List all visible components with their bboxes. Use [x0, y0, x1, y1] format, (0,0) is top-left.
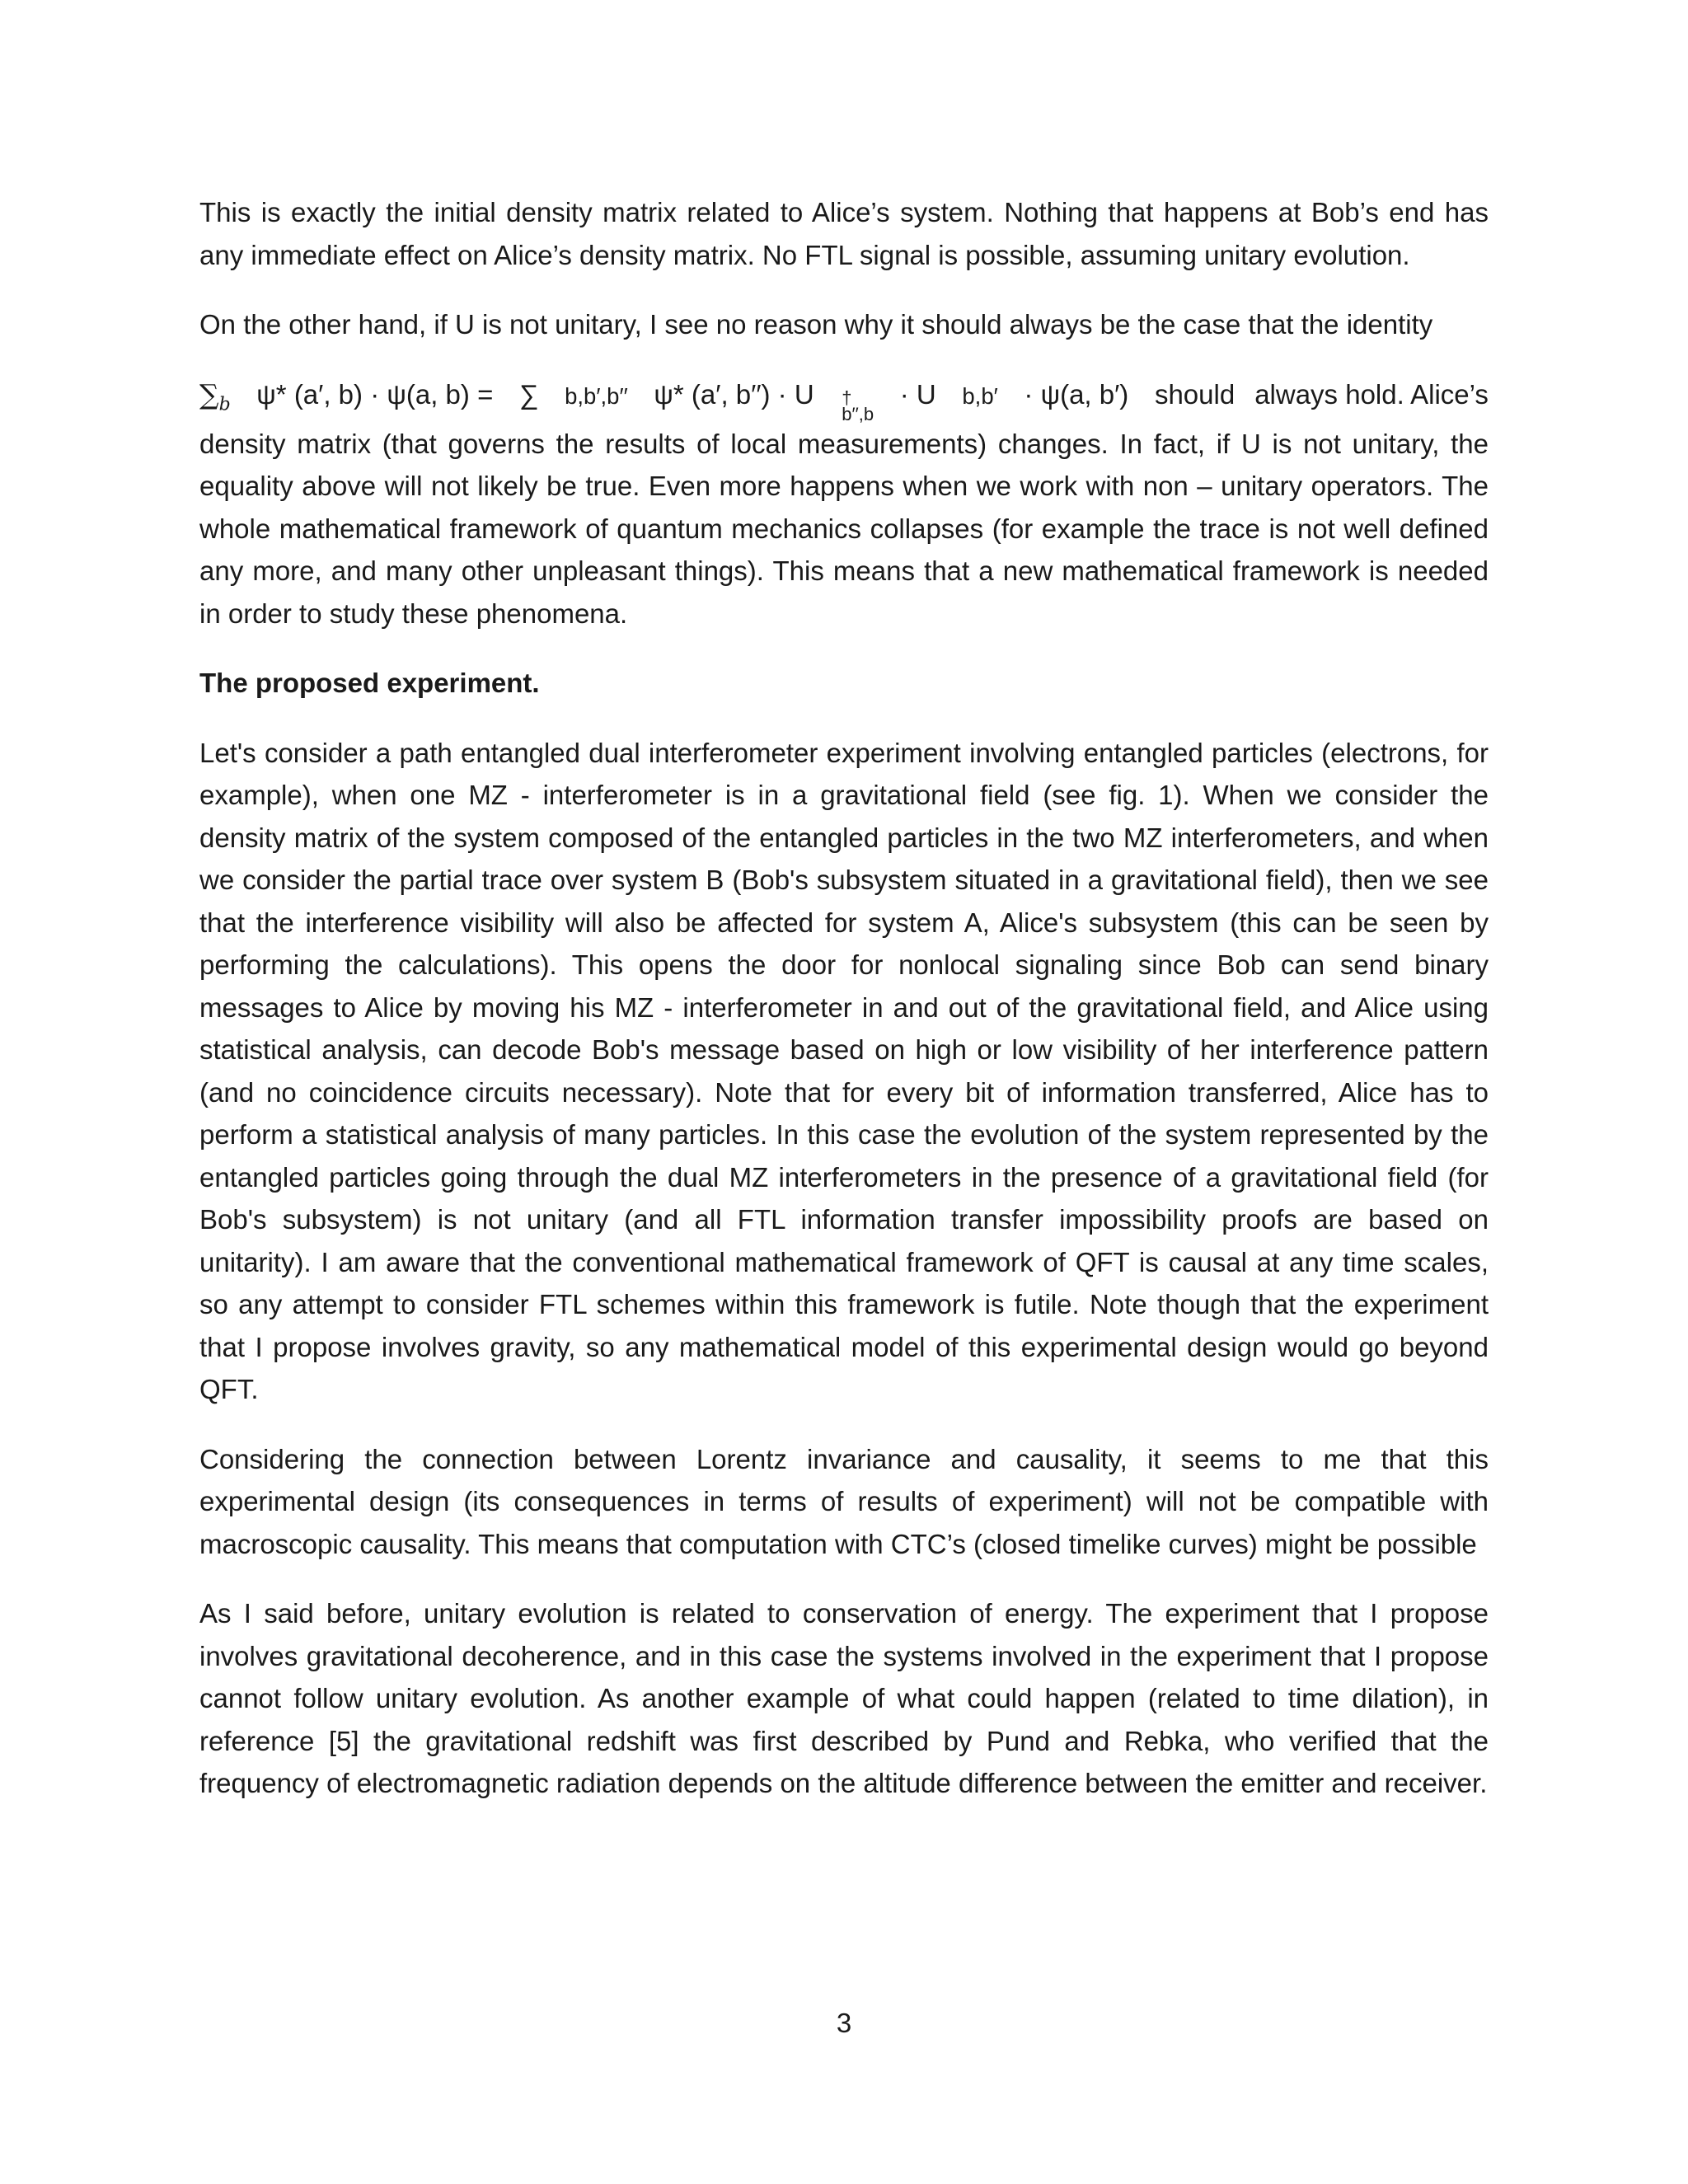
equation-line	[199, 373, 1489, 423]
paragraph-unitary-evolution: As I said before, unitary evolution is related to conservation of energy. The experiment that I propose involves gravitational decoherence, and in this case the systems involved in the experiment that I propose cannot follow unitary evolution. As another example of what could happen (related to time dilation), in reference [5] the gravitational redshift was first described by Pund and Rebka, who verified that the frequency of electromagnetic radiation depends on the altitude difference between the emitter and receiver.	[199, 1598, 1489, 1798]
equation-rhs-part: ψ* (a′, b′′) · U	[654, 378, 814, 410]
page-content	[199, 191, 1489, 1832]
sum-symbol: ∑	[199, 377, 219, 410]
sum-subscript: b,b′,b′′	[565, 382, 628, 409]
paragraph-non-unitary-intro: On the other hand, if U is not unitary, I see no reason why it should always be the case that the identity	[199, 309, 1433, 340]
paragraph-causality: Considering the connection between Lorentz invariance and causality, it seems to me that this experimental design (its consequences in terms of results of experiment) will not be compatible with macroscopic causality. This means that computation with CTC’s (closed timelike curves) might be possible	[199, 1443, 1489, 1559]
operator-subscript: b′′,b	[842, 403, 874, 424]
paragraph-framework-collapse: density matrix (that governs the results of local measurements) changes. In fact, if U is not unitary, the equality above will not likely be true. Even more happens when we work with non – unitary operators. The whole mathematical framework of quantum mechanics collapses (for example the trace is not well defined any more, and many other unpleasant things). This means that a new mathematical framework is needed in order to study these phenomena.	[199, 428, 1489, 629]
page-number: 3	[836, 2008, 852, 2038]
equation-rhs-part: · U	[899, 378, 936, 410]
paragraph-density-matrix: This is exactly the initial density matrix related to Alice’s system. Nothing that happens at Bob’s end has any immediate effect on Alice’s density matrix. No FTL signal is possible, assuming unitary evolution.	[199, 197, 1489, 270]
equation-rhs-part: · ψ(a, b′)	[1024, 378, 1129, 410]
operator-subscript: b,b′	[962, 382, 998, 409]
trailing-word: should	[1154, 378, 1236, 410]
sum-subscript: b	[218, 394, 231, 415]
paragraph-experiment: Let's consider a path entangled dual interferometer experiment involving entangled particles (electrons, for example), when one MZ - interferometer is in a gravitational field (see fig. 1). When we consider the density matrix of the system composed of the entangled particles in the two MZ interferometers, and when we consider the partial trace over system B (Bob's subsystem situated in a gravitational field), then we see that the interference visibility will also be affected for system A, Alice's subsystem (this can be seen by performing the calculations). This opens the door for nonlocal signaling since Bob can send binary messages to Alice by moving his MZ - interferometer in and out of the gravitational field, and Alice using statistical analysis, can decode Bob's message based on high or low visibility of her interference pattern (and no coincidence circuits necessary). Note that for every bit of information transferred, Alice has to perform a statistical analysis of many particles. In this case the evolution of the system represented by the entangled particles going through the dual MZ interferometers in the presence of a gravitational field (for Bob's subsystem) is not unitary (and all FTL information transfer impossibility proofs are based on unitarity). I am aware that the conventional mathematical framework of QFT is causal at any time scales, so any attempt to consider FTL schemes within this framework is futile. Note though that the experiment that I propose involves gravity, so any mathematical model of this experimental design would go beyond QFT.	[199, 737, 1489, 1404]
equation-trailing-text	[1155, 373, 1489, 416]
dagger-stack	[842, 387, 874, 424]
section-heading: The proposed experiment.	[199, 668, 540, 698]
sum-symbol: ∑	[518, 378, 539, 410]
identity-equation	[199, 373, 231, 416]
trailing-words: always hold. Alice’s	[1254, 378, 1489, 410]
dagger-superscript: †	[842, 387, 852, 408]
equation-lhs: ψ* (a′, b) · ψ(a, b) =	[256, 378, 494, 410]
